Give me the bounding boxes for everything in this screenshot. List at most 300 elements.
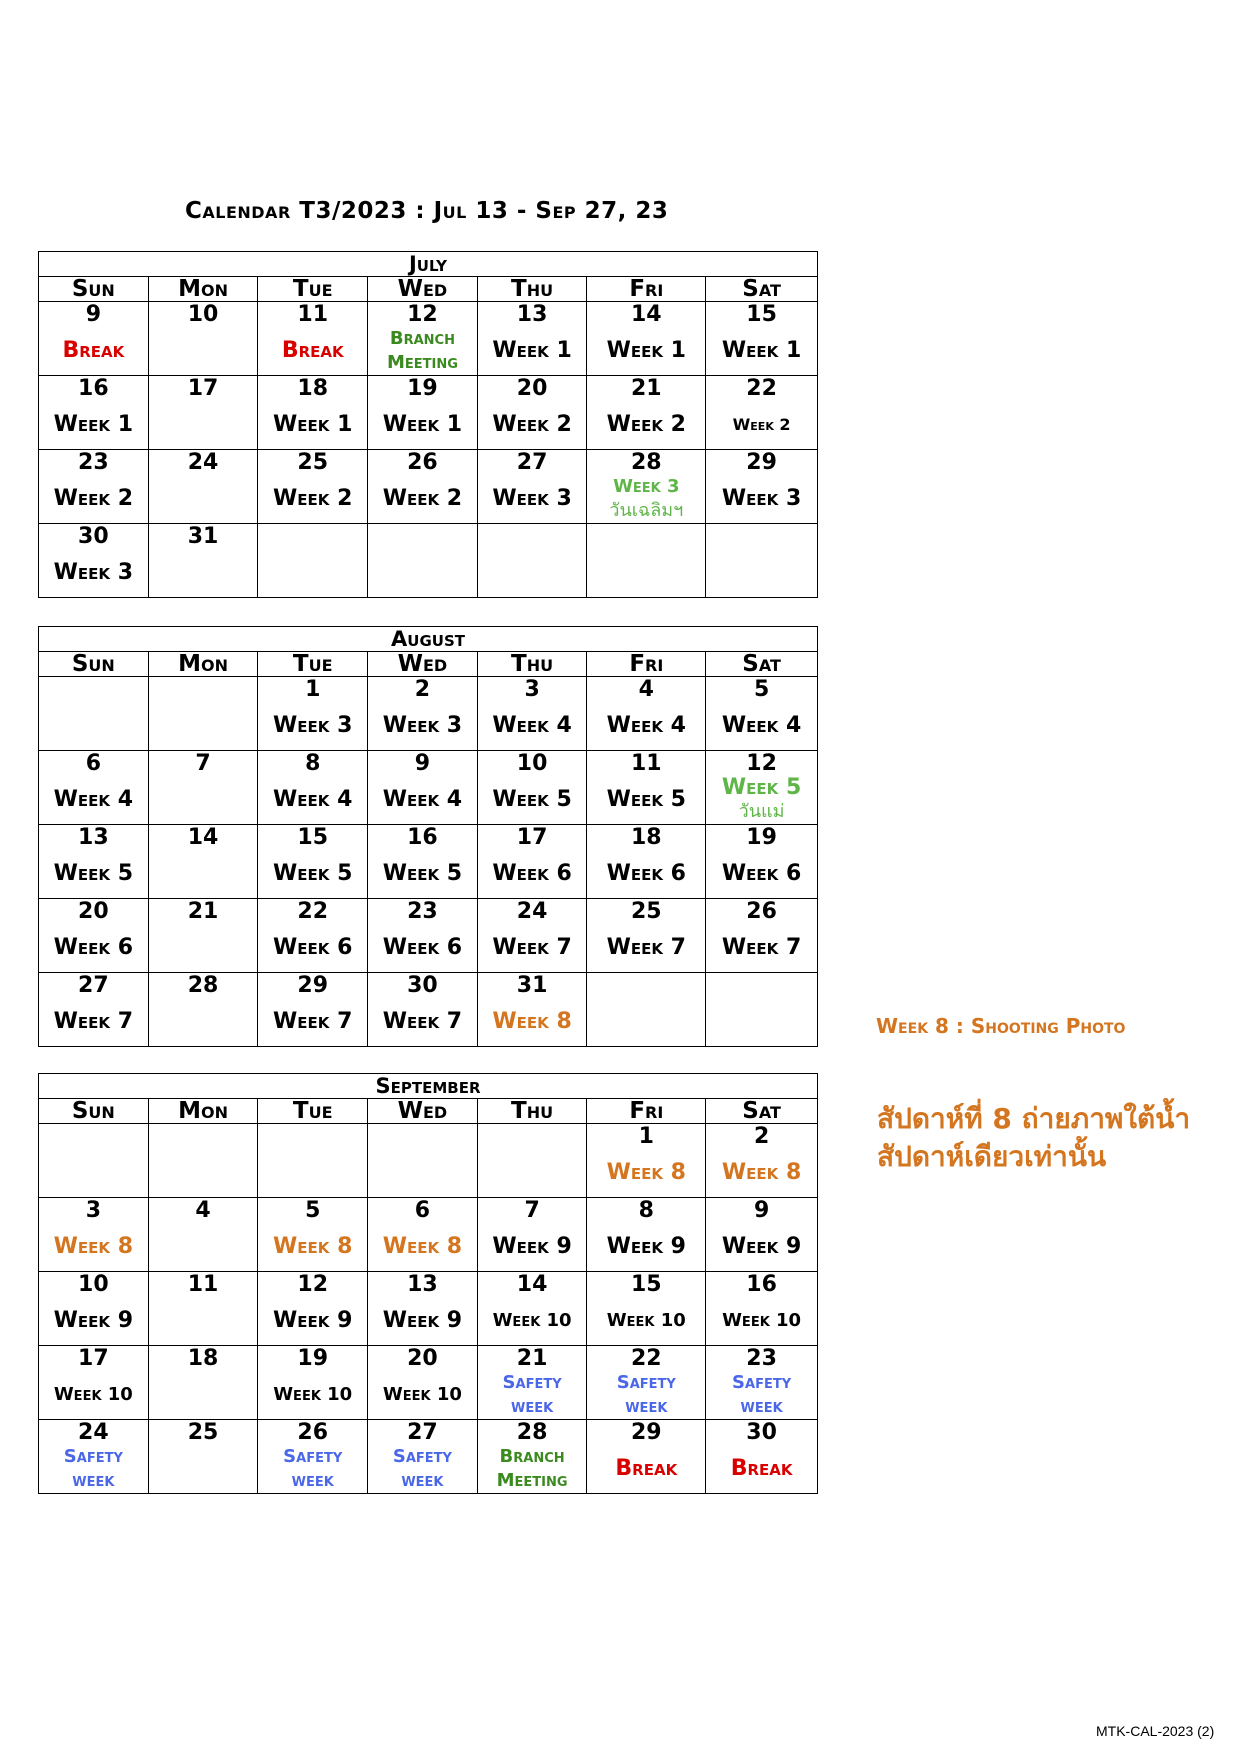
day-label: [478, 714, 587, 738]
day-number: 2: [414, 677, 431, 702]
day-cell: [587, 973, 706, 1047]
day-cell: [706, 899, 818, 973]
day-cell: [706, 302, 818, 376]
day-number: 9: [414, 751, 431, 776]
week-row: [39, 973, 818, 1047]
day-label: [478, 1445, 587, 1493]
calendar-september: [38, 1073, 818, 1494]
weekday-header: Sat: [706, 652, 818, 677]
day-cell: [39, 450, 149, 524]
day-cell: [706, 450, 818, 524]
weekday-header: Thu: [477, 652, 587, 677]
weekday-header: Wed: [368, 652, 478, 677]
day-label-line1: Week 6: [721, 861, 802, 886]
day-number: 29: [297, 973, 329, 998]
day-cell: [148, 1420, 258, 1494]
day-label-line1: Week 4: [382, 787, 463, 812]
day-cell: [587, 677, 706, 751]
day-number: 17: [516, 825, 548, 850]
day-number: 19: [746, 825, 777, 850]
day-label: [258, 1235, 367, 1259]
day-label: [706, 776, 817, 824]
day-label: [39, 561, 148, 585]
day-cell: [368, 677, 478, 751]
day-number: 15: [297, 825, 329, 850]
day-label: [587, 1309, 705, 1333]
day-label: [258, 1309, 367, 1333]
day-number: 8: [305, 751, 321, 776]
day-cell: [258, 825, 368, 899]
day-cell: [368, 450, 478, 524]
week8-note-english: Week 8 : Shooting Photo: [876, 1014, 1126, 1038]
day-cell: [477, 899, 587, 973]
day-label: [368, 1383, 477, 1407]
day-label-line1: Week 5: [273, 861, 353, 886]
day-label-line1: Week 9: [492, 1234, 572, 1259]
day-label: [39, 1235, 148, 1259]
week-row: [39, 1272, 818, 1346]
day-number: 11: [631, 751, 662, 776]
day-cell: [148, 302, 258, 376]
day-label: [478, 413, 587, 437]
day-label-line1: Week 10: [273, 1384, 353, 1405]
day-cell: [39, 376, 149, 450]
day-label-line1: Week 4: [273, 787, 353, 812]
day-cell: [368, 1346, 478, 1420]
day-label: [368, 487, 477, 511]
day-number: 27: [516, 450, 548, 475]
day-label-line1: Week 2: [53, 486, 134, 511]
day-label-line1: Week 5: [606, 787, 686, 812]
day-label: [368, 327, 477, 375]
day-label-line1: Week 7: [492, 935, 572, 960]
day-label: [587, 788, 705, 812]
day-number: 26: [297, 1420, 329, 1445]
day-label-line1: Break: [62, 338, 125, 363]
day-label-line1: Week 1: [382, 412, 463, 437]
day-label: [478, 1309, 587, 1333]
day-label-line1: Safety: [502, 1372, 562, 1393]
day-number: 31: [516, 973, 548, 998]
day-label-line1: Week 2: [273, 486, 353, 511]
day-cell: [39, 1272, 149, 1346]
calendar-july: [38, 251, 818, 598]
day-label: [258, 1445, 367, 1493]
weekday-header: Mon: [148, 1099, 258, 1124]
day-cell: [39, 302, 149, 376]
weekday-header: Thu: [477, 1099, 587, 1124]
day-number: 21: [631, 376, 662, 401]
day-number: 13: [78, 825, 109, 850]
day-cell: [477, 376, 587, 450]
day-label: [368, 1309, 477, 1333]
weekday-header: Tue: [258, 652, 368, 677]
day-number: 5: [305, 1198, 321, 1223]
day-label-line1: Week 5: [721, 775, 802, 800]
day-label-line1: Week 6: [606, 861, 686, 886]
day-label-line1: Week 8: [606, 1160, 686, 1185]
day-label-line1: Week 4: [53, 787, 134, 812]
day-label-line1: Week 8: [492, 1009, 572, 1034]
day-cell: [587, 899, 706, 973]
day-label-line1: Week 3: [721, 486, 802, 511]
day-cell: [477, 751, 587, 825]
page-title: Calendar T3/2023 : Jul 13 - Sep 27, 23: [185, 198, 669, 224]
day-number: 27: [407, 1420, 438, 1445]
day-cell: [148, 1346, 258, 1420]
day-label: [478, 1010, 587, 1034]
day-label-line1: Week 9: [721, 1234, 802, 1259]
day-number: 22: [746, 376, 777, 401]
day-number: 23: [78, 450, 109, 475]
day-cell: [477, 825, 587, 899]
day-cell: [368, 1272, 478, 1346]
day-cell: [587, 524, 706, 598]
day-number: 11: [297, 302, 329, 327]
day-number: 19: [407, 376, 438, 401]
day-label: [706, 862, 817, 886]
day-label: [368, 413, 477, 437]
day-label: [258, 1383, 367, 1407]
day-cell: [258, 302, 368, 376]
day-cell: [258, 524, 368, 598]
weekday-header: Mon: [148, 277, 258, 302]
day-number: 16: [78, 376, 109, 401]
day-label: [706, 1161, 817, 1185]
day-label-line1: Week 2: [606, 412, 686, 437]
day-cell: [148, 376, 258, 450]
day-cell: [258, 973, 368, 1047]
day-label-line1: Week 6: [53, 935, 134, 960]
day-number: 14: [187, 825, 219, 850]
day-label-line2: วันเฉลิมฯ: [609, 500, 684, 521]
day-label-line1: Week 3: [613, 476, 680, 497]
day-number: 1: [305, 677, 321, 702]
day-cell: [587, 1124, 706, 1198]
day-cell: [148, 1124, 258, 1198]
day-cell: [587, 1346, 706, 1420]
day-label-line1: Break: [730, 1456, 793, 1481]
day-label: [39, 862, 148, 886]
day-label-line1: Week 4: [492, 713, 572, 738]
day-number: 17: [78, 1346, 109, 1371]
day-label-line1: Week 8: [53, 1234, 134, 1259]
day-number: 28: [631, 450, 662, 475]
calendar-august: [38, 626, 818, 1047]
day-label-line1: Week 7: [606, 935, 686, 960]
weekday-header: Fri: [587, 652, 706, 677]
day-label-line1: Safety: [283, 1446, 343, 1467]
day-label-line1: Week 8: [382, 1234, 463, 1259]
day-label-line2: week: [511, 1396, 554, 1417]
day-label-line1: Week 9: [382, 1308, 463, 1333]
day-label: [587, 1161, 705, 1185]
day-label-line1: Week 4: [606, 713, 686, 738]
day-label-line1: Week 8: [273, 1234, 353, 1259]
day-label-line1: Week 3: [273, 713, 353, 738]
day-label-line2: วันแม่: [738, 801, 785, 822]
day-cell: [39, 899, 149, 973]
day-cell: [587, 1198, 706, 1272]
day-label-line1: Week 2: [382, 486, 463, 511]
day-number: 7: [195, 751, 211, 776]
week-row: [39, 1346, 818, 1420]
day-label: [258, 1010, 367, 1034]
day-cell: [39, 524, 149, 598]
day-number: 1: [638, 1124, 654, 1149]
day-cell: [368, 825, 478, 899]
day-cell: [39, 1198, 149, 1272]
day-label: [39, 936, 148, 960]
weekday-header: Tue: [258, 277, 368, 302]
day-label: [368, 1010, 477, 1034]
day-number: 25: [187, 1420, 219, 1445]
day-cell: [148, 677, 258, 751]
day-number: 8: [638, 1198, 654, 1223]
weekday-header: Mon: [148, 652, 258, 677]
day-label-line1: Week 7: [273, 1009, 353, 1034]
day-label-line1: Break: [281, 338, 344, 363]
day-cell: [39, 1420, 149, 1494]
day-cell: [477, 1198, 587, 1272]
day-label-line1: Week 3: [53, 560, 134, 585]
day-number: 26: [746, 899, 777, 924]
day-cell: [368, 1198, 478, 1272]
day-cell: [39, 1346, 149, 1420]
day-label-line2: week: [291, 1470, 334, 1491]
day-label-line1: Week 5: [53, 861, 134, 886]
day-number: 24: [78, 1420, 109, 1445]
day-cell: [39, 677, 149, 751]
day-number: 23: [746, 1346, 777, 1371]
day-cell: [148, 524, 258, 598]
day-cell: [706, 1124, 818, 1198]
day-number: 18: [187, 1346, 219, 1371]
day-label: [478, 862, 587, 886]
day-number: 16: [746, 1272, 777, 1297]
weekday-header: Sun: [39, 277, 149, 302]
day-label-line1: Week 1: [492, 338, 572, 363]
day-number: 25: [631, 899, 662, 924]
day-label: [39, 1445, 148, 1493]
day-cell: [39, 751, 149, 825]
day-cell: [148, 899, 258, 973]
day-number: 30: [746, 1420, 777, 1445]
day-cell: [477, 1346, 587, 1420]
day-label-line1: Week 9: [273, 1308, 353, 1333]
day-label: [39, 1010, 148, 1034]
day-label: [39, 339, 148, 363]
day-cell: [706, 1272, 818, 1346]
week-row: [39, 302, 818, 376]
day-label-line1: Week 9: [53, 1308, 134, 1333]
day-number: 24: [516, 899, 548, 924]
week-row: [39, 825, 818, 899]
day-label-line1: Week 10: [492, 1310, 572, 1331]
day-label: [587, 1371, 705, 1419]
week-row: [39, 1420, 818, 1494]
day-number: 14: [631, 302, 662, 327]
day-number: 20: [78, 899, 109, 924]
day-number: 12: [746, 751, 777, 776]
day-number: 11: [187, 1272, 219, 1297]
day-label-line2: Meeting: [386, 352, 458, 373]
day-cell: [368, 1124, 478, 1198]
day-number: 3: [524, 677, 540, 702]
day-cell: [477, 302, 587, 376]
day-label-line1: Break: [615, 1456, 678, 1481]
day-label: [368, 714, 477, 738]
weekday-header: Wed: [368, 1099, 478, 1124]
day-cell: [587, 1420, 706, 1494]
day-label: [39, 413, 148, 437]
day-label: [478, 339, 587, 363]
day-label-line2: week: [72, 1470, 115, 1491]
day-label: [706, 413, 817, 437]
day-cell: [368, 751, 478, 825]
day-cell: [148, 1272, 258, 1346]
day-cell: [477, 1420, 587, 1494]
day-number: 27: [78, 973, 109, 998]
day-cell: [477, 973, 587, 1047]
day-label-line1: Week 10: [606, 1310, 686, 1331]
day-cell: [258, 376, 368, 450]
day-cell: [706, 1198, 818, 1272]
day-cell: [258, 1124, 368, 1198]
day-label: [258, 714, 367, 738]
day-number: 24: [187, 450, 219, 475]
day-number: 23: [407, 899, 438, 924]
day-cell: [368, 899, 478, 973]
day-label-line1: Week 6: [492, 861, 572, 886]
day-label: [706, 936, 817, 960]
day-label-line1: Week 7: [53, 1009, 134, 1034]
day-label: [368, 1445, 477, 1493]
day-cell: [258, 899, 368, 973]
day-number: 12: [297, 1272, 329, 1297]
day-label: [587, 339, 705, 363]
day-cell: [258, 1420, 368, 1494]
day-cell: [706, 751, 818, 825]
day-label: [478, 1371, 587, 1419]
day-cell: [39, 973, 149, 1047]
day-label: [258, 413, 367, 437]
day-label-line1: Week 1: [273, 412, 353, 437]
day-number: 29: [631, 1420, 662, 1445]
day-cell: [368, 1420, 478, 1494]
day-label: [478, 487, 587, 511]
weekday-header: Thu: [477, 277, 587, 302]
day-number: 4: [638, 677, 654, 702]
day-number: 17: [187, 376, 219, 401]
weekday-header: Sun: [39, 652, 149, 677]
day-label: [587, 862, 705, 886]
day-cell: [368, 376, 478, 450]
day-number: 26: [407, 450, 438, 475]
month-name: September: [39, 1074, 818, 1099]
weekday-header: Sat: [706, 1099, 818, 1124]
day-label-line1: Week 10: [722, 1310, 802, 1331]
day-number: 30: [78, 524, 109, 549]
day-number: 5: [753, 677, 770, 702]
day-number: 22: [297, 899, 329, 924]
day-label: [587, 475, 705, 523]
day-label: [706, 714, 817, 738]
weekday-header: Fri: [587, 277, 706, 302]
day-label-line1: Safety: [392, 1446, 452, 1467]
day-number: 20: [407, 1346, 438, 1371]
day-cell: [148, 751, 258, 825]
day-label-line1: Branch: [389, 328, 455, 349]
day-number: 4: [195, 1198, 211, 1223]
day-cell: [706, 1420, 818, 1494]
day-label: [478, 1235, 587, 1259]
week-row: [39, 376, 818, 450]
day-number: 18: [297, 376, 329, 401]
day-label-line1: Week 9: [606, 1234, 686, 1259]
day-label: [706, 1371, 817, 1419]
day-cell: [258, 751, 368, 825]
day-label-line1: Safety: [63, 1446, 123, 1467]
day-label-line1: Week 3: [382, 713, 463, 738]
week-row: [39, 524, 818, 598]
day-number: 12: [407, 302, 438, 327]
day-label: [258, 339, 367, 363]
month-name: August: [39, 627, 818, 652]
day-label-line2: week: [401, 1470, 444, 1491]
day-cell: [368, 302, 478, 376]
day-cell: [706, 376, 818, 450]
day-cell: [39, 1124, 149, 1198]
weekday-header: Sun: [39, 1099, 149, 1124]
day-number: 16: [407, 825, 438, 850]
week-row: [39, 899, 818, 973]
day-number: 15: [631, 1272, 662, 1297]
day-cell: [587, 302, 706, 376]
day-label-line1: Week 4: [721, 713, 802, 738]
day-label-line1: Safety: [732, 1372, 792, 1393]
day-label: [39, 788, 148, 812]
day-label: [706, 1235, 817, 1259]
day-label-line2: Meeting: [496, 1470, 568, 1491]
day-label: [39, 1309, 148, 1333]
day-cell: [706, 973, 818, 1047]
day-number: 14: [516, 1272, 548, 1297]
weekday-header: Sat: [706, 277, 818, 302]
day-number: 2: [753, 1124, 770, 1149]
day-label: [368, 788, 477, 812]
day-number: 9: [85, 302, 101, 327]
day-label-line1: Week 10: [53, 1384, 133, 1405]
day-label: [706, 339, 817, 363]
document-code: MTK-CAL-2023 (2): [1096, 1723, 1215, 1739]
day-number: 31: [187, 524, 219, 549]
day-label: [587, 1235, 705, 1259]
day-label: [258, 862, 367, 886]
day-cell: [148, 973, 258, 1047]
week8-note-thai: สัปดาห์ที่ 8 ถ่ายภาพใต้น้ำ สัปดาห์เดียวเท่านั้น: [877, 1102, 1191, 1173]
day-label: [478, 936, 587, 960]
day-label-line1: Week 1: [721, 338, 802, 363]
day-label: [368, 1235, 477, 1259]
day-cell: [258, 450, 368, 524]
day-cell: [706, 1346, 818, 1420]
day-number: 28: [516, 1420, 548, 1445]
day-cell: [258, 1272, 368, 1346]
day-number: 22: [631, 1346, 662, 1371]
day-label: [706, 1309, 817, 1333]
day-label-line1: Week 1: [53, 412, 134, 437]
